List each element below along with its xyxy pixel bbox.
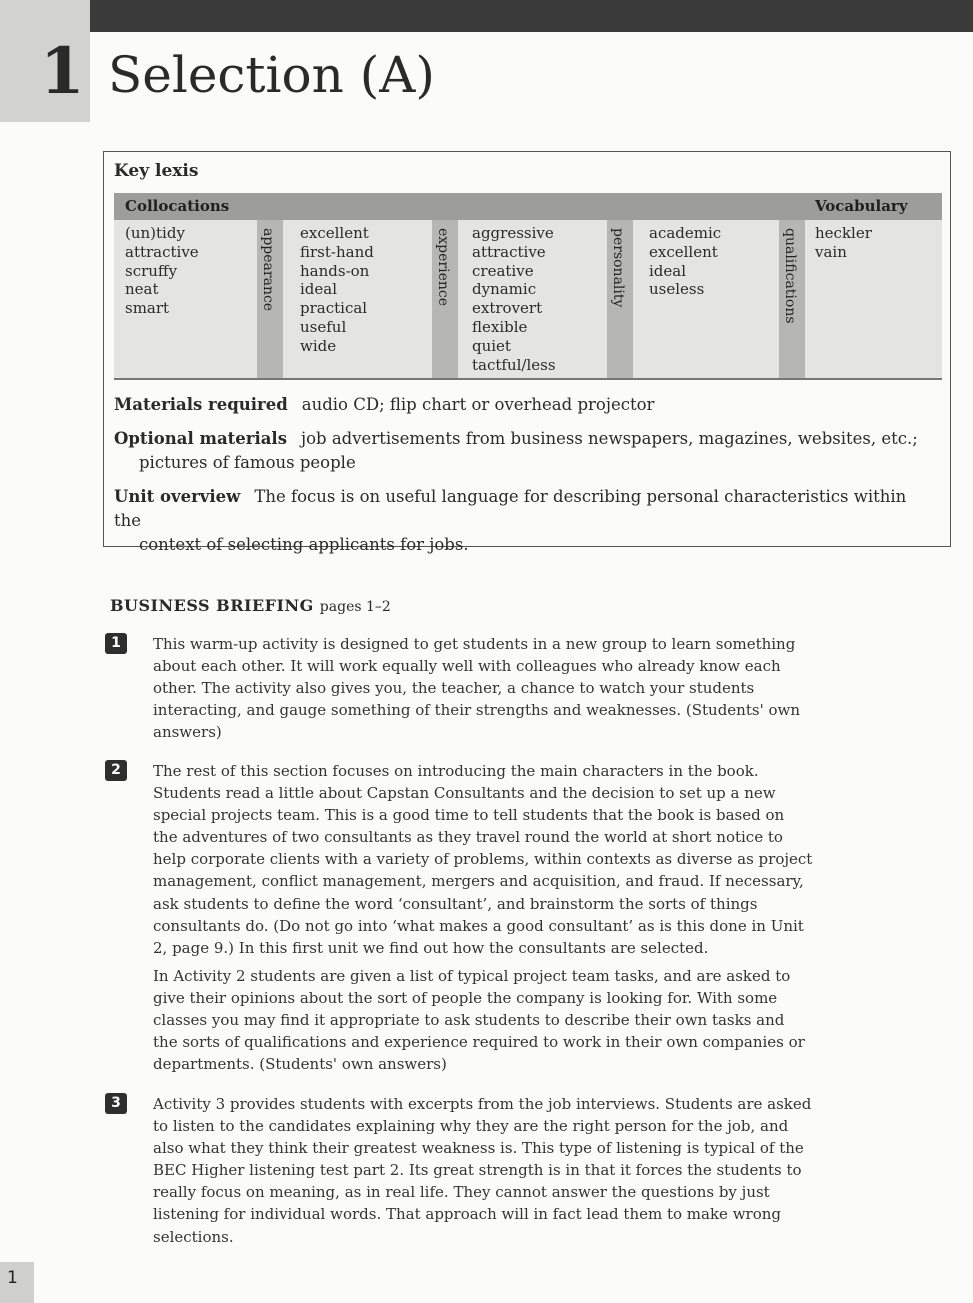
list-item: tactful/less bbox=[472, 355, 556, 374]
qualifications-strip bbox=[779, 220, 805, 378]
personality-word-list bbox=[472, 224, 556, 374]
qualifications-word-list bbox=[649, 224, 721, 299]
optional-materials-text: job advertisements from business newspapers, magazines, websites, etc.; bbox=[300, 429, 918, 448]
experience-label: experience bbox=[435, 228, 451, 307]
list-item: excellent bbox=[300, 224, 369, 242]
unit-overview-text: The focus is on useful language for describing personal characteristics within the bbox=[114, 487, 907, 530]
list-item: smart bbox=[125, 299, 170, 318]
appearance-strip bbox=[257, 220, 283, 378]
key-lexis-box bbox=[103, 151, 951, 554]
list-item: scruffy bbox=[125, 261, 178, 280]
list-item: flexible bbox=[472, 317, 528, 336]
lexis-table-header bbox=[114, 193, 942, 220]
top-bar bbox=[90, 0, 973, 32]
list-item: attractive bbox=[472, 242, 546, 261]
activity-3-badge: 3 bbox=[105, 1093, 127, 1114]
list-item: first-hand bbox=[300, 242, 374, 261]
appearance-label: appearance bbox=[260, 228, 276, 312]
activity-2-text-cont: In Activity 2 students are given a list of typical project team tasks, and are asked to give their opinions about the sort of people the company is looking for. With some classes you may find it appropriate to ask students to describe their own tasks and the sorts of qualifications and experience required to work in their own companies or departments. (Students' own answers) bbox=[153, 967, 805, 1074]
unit-number: 1 bbox=[40, 34, 85, 109]
list-item: dynamic bbox=[472, 280, 537, 299]
page-reference: pages 1–2 bbox=[319, 599, 391, 615]
list-item: quiet bbox=[472, 336, 511, 355]
vocabulary-word-list bbox=[815, 224, 872, 262]
list-item: ideal bbox=[300, 280, 338, 299]
business-briefing-label: BUSINESS BRIEFING bbox=[110, 596, 314, 615]
list-item: vain bbox=[815, 242, 847, 261]
qualifications-label: qualifications bbox=[782, 228, 798, 324]
materials-required-label: Materials required bbox=[114, 395, 288, 414]
list-item: neat bbox=[125, 280, 159, 299]
list-item: creative bbox=[472, 261, 534, 280]
list-item: aggressive bbox=[472, 224, 554, 242]
section-heading bbox=[110, 596, 391, 615]
vocabulary-label: Vocabulary bbox=[815, 197, 908, 215]
activity-2-text: The rest of this section focuses on introducing the main characters in the book. Students read a little about Capstan Consultants and the decision to set up a new special projects team. This is a good time to tell students that the book is based on the adventures of two consultants as they travel round the world at short notice to help corporate clients with a variety of problems, within contexts as diverse as project management, conflict management, mergers and acquisition, and fraud. If necessary, ask students to define the word ‘consultant’, and brainstorm the sorts of things consultants do. (Do not go into ‘what makes a good consultant’ as is this done in Unit 2, page 9.) In this first unit we find out how the consultants are selected. bbox=[153, 762, 813, 957]
list-item: attractive bbox=[125, 242, 199, 261]
list-item: academic bbox=[649, 224, 722, 242]
experience-word-list bbox=[300, 224, 374, 356]
optional-materials-text-cont: pictures of famous people bbox=[139, 453, 356, 472]
list-item: useful bbox=[300, 317, 347, 336]
optional-materials bbox=[114, 427, 934, 475]
list-item: wide bbox=[300, 336, 337, 355]
list-item: hands-on bbox=[300, 261, 370, 280]
collocations-label: Collocations bbox=[125, 197, 230, 215]
personality-label: personality bbox=[610, 228, 626, 308]
optional-materials-label: Optional materials bbox=[114, 429, 287, 448]
list-item: useless bbox=[649, 280, 705, 299]
list-item: ideal bbox=[649, 261, 687, 280]
activity-2-badge: 2 bbox=[105, 760, 127, 781]
key-lexis-heading: Key lexis bbox=[114, 161, 199, 181]
list-item: practical bbox=[300, 299, 368, 318]
appearance-word-list bbox=[125, 224, 199, 318]
list-item: extrovert bbox=[472, 299, 543, 318]
activity-3-text: Activity 3 provides students with excerpts from the job interviews. Students are asked to listen to the candidates explaining why they are the right person for the job, and also what they think their greatest weakness is. This type of listening is typical of the BEC Higher listening test part 2. Its great strength is in that it forces the students to really focus on meaning, as in real life. They cannot answer the questions by just listening for individual words. That approach will in fact lead them to make wrong selections. bbox=[153, 1095, 812, 1246]
materials-required bbox=[114, 393, 934, 417]
activity-1-badge: 1 bbox=[105, 633, 127, 654]
page-number: 1 bbox=[7, 1268, 18, 1288]
list-item: excellent bbox=[649, 242, 718, 261]
unit-overview bbox=[114, 485, 934, 557]
page-title: Selection (A) bbox=[108, 46, 435, 104]
activity-1-text: This warm-up activity is designed to get students in a new group to learn something about each other. It will work equally well with colleagues who already know each other. The activity also gives you, the teacher, a chance to watch your students interacting, and gauge something of their strengths and weaknesses. (Students' own answers) bbox=[153, 635, 800, 742]
lexis-table-body bbox=[114, 220, 942, 380]
unit-overview-label: Unit overview bbox=[114, 487, 241, 506]
materials-required-text: audio CD; flip chart or overhead projector bbox=[301, 395, 655, 414]
personality-strip bbox=[607, 220, 633, 378]
list-item: (un)tidy bbox=[125, 224, 185, 242]
unit-overview-text-cont: context of selecting applicants for jobs. bbox=[139, 535, 469, 554]
experience-strip bbox=[432, 220, 458, 378]
list-item: heckler bbox=[815, 224, 872, 242]
